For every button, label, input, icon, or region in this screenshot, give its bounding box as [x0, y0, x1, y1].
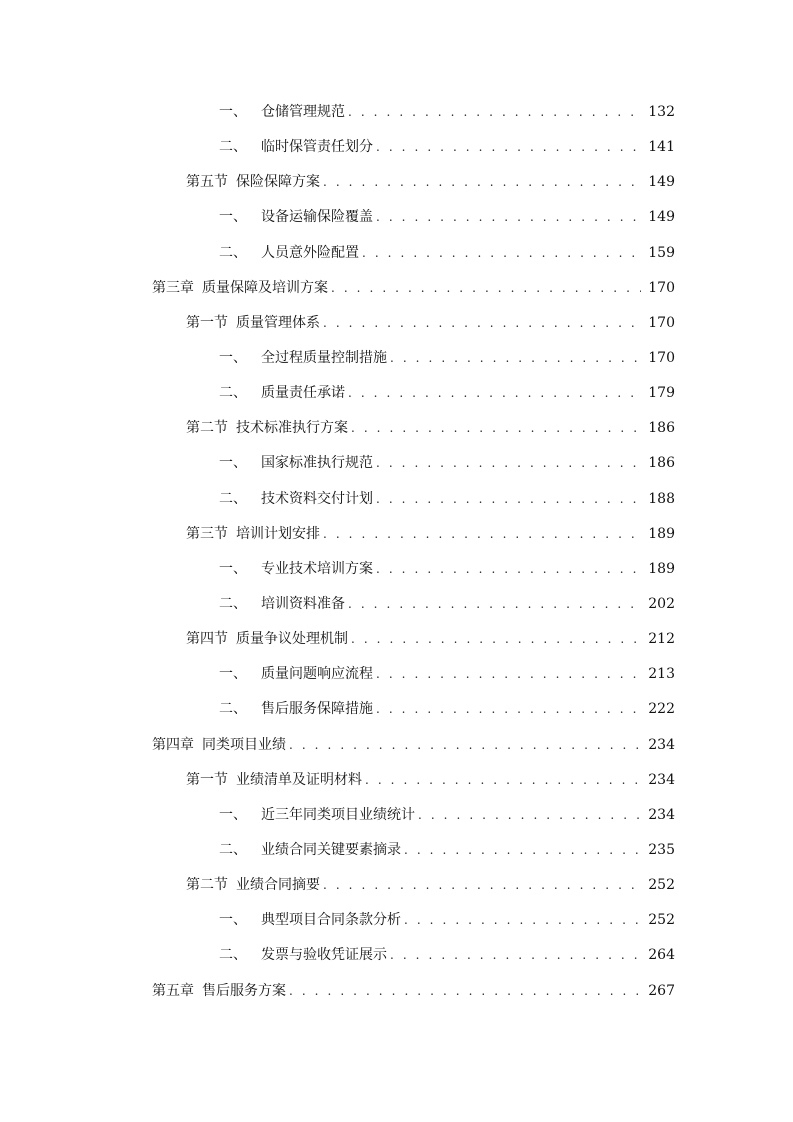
toc-dot-leader — [351, 629, 641, 649]
toc-entry-page: 186 — [648, 420, 675, 437]
toc-entry-number: 第一节 — [186, 314, 228, 331]
toc-dot-leader — [390, 945, 641, 965]
toc-dot-leader — [376, 453, 641, 473]
toc-dot-leader — [376, 489, 641, 509]
toc-entry-number: 第二节 — [186, 877, 228, 894]
toc-entry-title: 培训资料准备 — [261, 595, 345, 612]
toc-entry[interactable] — [0, 620, 793, 655]
toc-entry-number: 一、 — [219, 349, 247, 366]
toc-entry-number: 第三章 — [152, 279, 194, 296]
toc-entry-number: 二、 — [219, 947, 247, 964]
toc-entry-number: 第五节 — [186, 174, 228, 191]
toc-dot-leader — [323, 875, 641, 895]
toc-entry-page: 159 — [648, 244, 675, 261]
toc-dot-leader — [376, 207, 641, 227]
toc-entry-number: 第三节 — [186, 525, 228, 542]
toc-entry-title: 发票与验收凭证展示 — [261, 947, 387, 964]
toc-entry[interactable] — [0, 234, 793, 269]
toc-entry-page: 234 — [648, 736, 675, 753]
toc-entry-title: 质量问题响应流程 — [261, 666, 373, 683]
toc-entry-number: 二、 — [219, 595, 247, 612]
toc-entry-page: 179 — [648, 385, 675, 402]
toc-entry[interactable] — [0, 304, 793, 339]
toc-entry[interactable] — [0, 761, 793, 796]
toc-entry-page: 188 — [648, 490, 675, 507]
toc-dot-leader — [376, 559, 641, 579]
toc-entry[interactable] — [0, 480, 793, 515]
toc-entry-title: 业绩合同摘要 — [236, 877, 320, 894]
toc-dot-leader — [376, 664, 641, 684]
toc-entry-page: 141 — [648, 139, 675, 156]
toc-entry-number: 二、 — [219, 490, 247, 507]
toc-entry-number: 第四章 — [152, 736, 194, 753]
toc-entry-page: 170 — [648, 349, 675, 366]
toc-entry[interactable] — [0, 866, 793, 901]
toc-dot-leader — [348, 594, 641, 614]
toc-entry[interactable] — [0, 585, 793, 620]
toc-entry-page: 222 — [648, 701, 675, 718]
toc-entry[interactable] — [0, 831, 793, 866]
toc-entry-number: 一、 — [219, 455, 247, 472]
toc-entry-page: 235 — [648, 841, 675, 858]
toc-entry-page: 170 — [648, 314, 675, 331]
toc-dot-leader — [418, 805, 641, 825]
toc-dot-leader — [404, 910, 641, 930]
toc-entry[interactable] — [0, 128, 793, 163]
toc-entry-page: 252 — [648, 912, 675, 929]
toc-entry-number: 二、 — [219, 701, 247, 718]
toc-entry[interactable] — [0, 444, 793, 479]
toc-entry[interactable] — [0, 409, 793, 444]
toc-entry[interactable] — [0, 93, 793, 128]
toc-entry-number: 二、 — [219, 385, 247, 402]
toc-entry-title: 培训计划安排 — [236, 525, 320, 542]
toc-entry-page: 189 — [648, 560, 675, 577]
toc-dot-leader — [323, 313, 641, 333]
toc-entry-title: 设备运输保险覆盖 — [261, 209, 373, 226]
toc-dot-leader — [376, 699, 641, 719]
toc-entry-title: 近三年同类项目业绩统计 — [261, 806, 415, 823]
toc-entry-title: 售后服务保障措施 — [261, 701, 373, 718]
toc-entry[interactable] — [0, 269, 793, 304]
toc-entry-title: 售后服务方案 — [202, 982, 286, 999]
toc-entry-number: 一、 — [219, 560, 247, 577]
toc-entry-page: 234 — [648, 771, 675, 788]
toc-entry-page: 264 — [648, 947, 675, 964]
toc-entry[interactable] — [0, 374, 793, 409]
toc-dot-leader — [365, 770, 641, 790]
toc-entry-title: 技术标准执行方案 — [236, 420, 348, 437]
toc-entry-title: 全过程质量控制措施 — [261, 349, 387, 366]
toc-dot-leader — [390, 348, 641, 368]
toc-entry[interactable] — [0, 163, 793, 198]
toc-entry-page: 252 — [648, 877, 675, 894]
toc-entry-page: 186 — [648, 455, 675, 472]
toc-entry[interactable] — [0, 936, 793, 971]
table-of-contents — [0, 93, 793, 1007]
toc-dot-leader — [323, 524, 641, 544]
toc-entry-page: 132 — [648, 104, 675, 120]
toc-entry-title: 仓储管理规范 — [261, 104, 345, 120]
toc-dot-leader — [289, 735, 641, 755]
toc-dot-leader — [348, 102, 641, 122]
toc-entry-page: 267 — [648, 982, 675, 999]
toc-dot-leader — [323, 172, 641, 192]
toc-entry-page: 213 — [648, 666, 675, 683]
toc-entry[interactable] — [0, 901, 793, 936]
toc-entry-number: 第二节 — [186, 420, 228, 437]
toc-entry-title: 质量保障及培训方案 — [202, 279, 328, 296]
toc-entry-page: 149 — [648, 209, 675, 226]
toc-entry-number: 第五章 — [152, 982, 194, 999]
toc-dot-leader — [289, 981, 641, 1001]
toc-entry-page: 234 — [648, 806, 675, 823]
toc-entry-page: 170 — [648, 279, 675, 296]
toc-entry-number: 一、 — [219, 104, 247, 120]
toc-dot-leader — [331, 278, 641, 298]
toc-entry-title: 业绩合同关键要素摘录 — [261, 841, 401, 858]
toc-entry[interactable] — [0, 515, 793, 550]
toc-entry-page: 202 — [648, 595, 675, 612]
toc-dot-leader — [362, 243, 641, 263]
toc-entry-page: 212 — [648, 631, 675, 648]
toc-dot-leader — [348, 383, 641, 403]
toc-entry[interactable] — [0, 198, 793, 233]
toc-entry-title: 典型项目合同条款分析 — [261, 912, 401, 929]
toc-entry-page: 149 — [648, 174, 675, 191]
toc-entry[interactable] — [0, 690, 793, 725]
toc-entry-title: 质量责任承诺 — [261, 385, 345, 402]
toc-entry[interactable] — [0, 655, 793, 690]
toc-entry-number: 一、 — [219, 666, 247, 683]
toc-entry[interactable] — [0, 972, 793, 1007]
toc-entry-number: 第一节 — [186, 771, 228, 788]
toc-entry-title: 临时保管责任划分 — [261, 139, 373, 156]
toc-entry-title: 同类项目业绩 — [202, 736, 286, 753]
toc-entry-number: 一、 — [219, 806, 247, 823]
toc-entry-title: 人员意外险配置 — [261, 244, 359, 261]
toc-entry[interactable] — [0, 796, 793, 831]
toc-entry-title: 质量管理体系 — [236, 314, 320, 331]
toc-entry-title: 国家标准执行规范 — [261, 455, 373, 472]
toc-entry-title: 业绩清单及证明材料 — [236, 771, 362, 788]
toc-entry[interactable] — [0, 726, 793, 761]
toc-entry-number: 第四节 — [186, 631, 228, 648]
toc-entry[interactable] — [0, 339, 793, 374]
toc-entry-number: 二、 — [219, 244, 247, 261]
toc-dot-leader — [351, 418, 641, 438]
toc-entry-number: 二、 — [219, 841, 247, 858]
toc-entry-title: 专业技术培训方案 — [261, 560, 373, 577]
toc-entry[interactable] — [0, 550, 793, 585]
toc-entry-title: 技术资料交付计划 — [261, 490, 373, 507]
toc-dot-leader — [404, 840, 641, 860]
toc-entry-number: 一、 — [219, 209, 247, 226]
toc-entry-title: 质量争议处理机制 — [236, 631, 348, 648]
toc-entry-number: 一、 — [219, 912, 247, 929]
toc-entry-title: 保险保障方案 — [236, 174, 320, 191]
toc-entry-number: 二、 — [219, 139, 247, 156]
toc-entry-page: 189 — [648, 525, 675, 542]
toc-dot-leader — [376, 137, 641, 157]
